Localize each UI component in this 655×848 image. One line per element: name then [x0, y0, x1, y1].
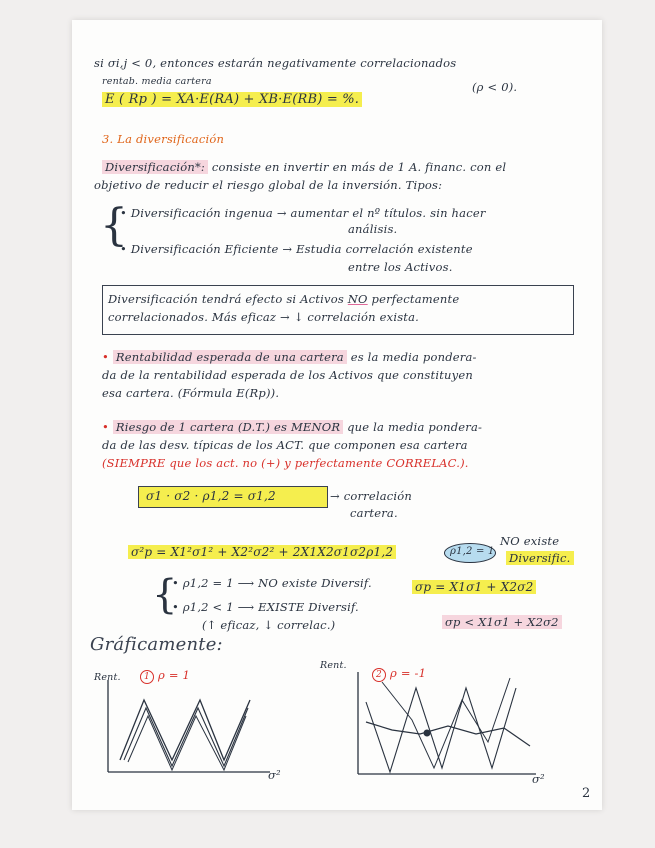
text-line: cartera.	[350, 506, 398, 520]
graph2-title: 2 ρ = -1	[372, 666, 426, 682]
formula-covariance: σ1 · σ2 · ρ1,2 = σ1,2	[146, 489, 276, 503]
text-line: (ρ < 0).	[472, 80, 518, 94]
notebook-page	[72, 20, 602, 810]
text-line: • Riesgo de 1 cartera (D.T.) es MENOR que la media pondera-	[102, 420, 483, 434]
text-line: esa cartera. (Fórmula E(Rp)).	[102, 386, 280, 400]
graph1-title: 1 ρ = 1	[140, 668, 190, 684]
text-line: Diversificación tendrá efecto si Activos NO perfectamente	[108, 292, 460, 306]
formula-sigma-p-less: σp < X1σ1 + X2σ2	[442, 615, 562, 629]
graph2-marker: 2	[372, 668, 386, 682]
graph1-xlabel: σ²	[268, 768, 281, 782]
text-line: objetivo de reducir el riesgo global de la inversión. Tipos:	[94, 178, 443, 192]
section-heading: 3. La diversificación	[102, 132, 225, 146]
text-line: Diversific.	[506, 551, 574, 565]
text-line: entre los Activos.	[348, 260, 453, 274]
text-line: da de la rentabilidad esperada de los Activos que constituyen	[102, 368, 473, 382]
text-line: correlacionados. Más eficaz → ↓ correlación exista.	[108, 310, 420, 324]
page-number: 2	[582, 786, 591, 801]
text-line: • ρ1,2 = 1 ⟶ NO existe Diversif.	[172, 576, 372, 590]
graph2-plot	[352, 672, 542, 782]
text-line: Diversificación*: consiste en invertir en más de 1 A. financ. con el	[102, 160, 506, 174]
text-line: • Diversificación ingenua → aumentar el nº títulos. sin hacer	[120, 206, 486, 220]
text-line: si σi,j < 0, entonces estarán negativamente correlacionados	[94, 56, 457, 70]
graph2-xlabel: σ²	[532, 772, 545, 786]
graph1-ylabel: Rent.	[94, 672, 121, 683]
text-line: ρ1,2 = 1	[450, 546, 495, 557]
text-line: NO existe	[500, 534, 560, 548]
formula-variance: σ²p = X1²σ1² + X2²σ2² + 2X1X2σ1σ2ρ1,2	[128, 545, 396, 559]
text-line: • ρ1,2 < 1 ⟶ EXISTE Diversif.	[172, 600, 359, 614]
section-heading-graphs: Gráficamente:	[90, 634, 223, 655]
graph1-plot	[102, 680, 272, 780]
text-line: (↑ eficaz, ↓ correlac.)	[202, 618, 336, 632]
formula-expected-return: E ( Rp ) = XA·E(RA) + XB·E(RB) = %.	[102, 92, 362, 107]
formula-sigma-p: σp = X1σ1 + X2σ2	[412, 580, 536, 594]
text-line: análisis.	[348, 222, 398, 236]
text-line: (SIEMPRE que los act. no (+) y perfectamente CORRELAC.).	[102, 456, 469, 470]
graph2-ylabel: Rent.	[320, 660, 347, 671]
text-line: → correlación	[330, 489, 413, 503]
brace: {	[100, 200, 128, 251]
text-line: • Diversificación Eficiente → Estudia correlación existente	[120, 242, 473, 256]
text-line: rentab. media cartera	[102, 76, 212, 87]
graph1-marker: 1	[140, 670, 154, 684]
brace: {	[152, 572, 178, 618]
text-line: da de las desv. típicas de los ACT. que componen esa cartera	[102, 438, 468, 452]
text-line: • Rentabilidad esperada de una cartera es la media pondera-	[102, 350, 477, 364]
